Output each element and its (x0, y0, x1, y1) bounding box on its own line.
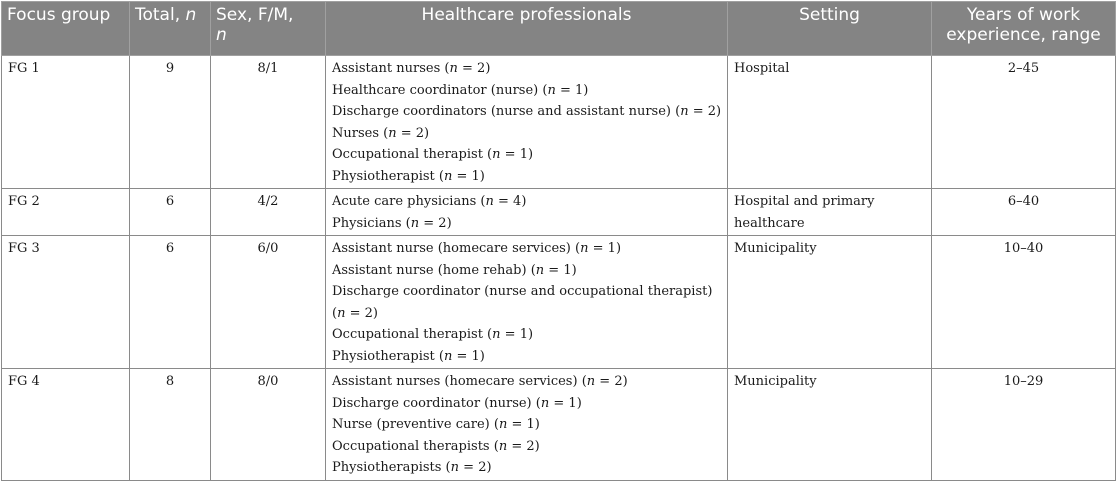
header-focus-group (2, 2, 130, 56)
focus-group-table (1, 1, 1116, 481)
n-symbol: n (450, 460, 460, 475)
professional-item: Assistant nurses (n = 2) (332, 61, 491, 76)
header-setting (728, 2, 932, 56)
professional-count: 2 (438, 215, 447, 231)
header-professionals-text: Healthcare professionals (421, 5, 632, 25)
professional-item: Nurses (n = 2) (332, 125, 430, 141)
professional-count: 2 (478, 460, 487, 475)
professional-count: 4 (513, 194, 522, 209)
professional-item: Discharge coordinators (nurse and assistant nurse) (n = 2) (332, 104, 722, 119)
cell-focus-group: FG 4 (2, 369, 130, 481)
n-symbol: n (388, 125, 397, 141)
professional-item: Occupational therapists (n = 2) (332, 438, 540, 454)
professional-item: Assistant nurses (homecare services) (n = 2) (332, 374, 628, 389)
professional-count: 1 (526, 417, 535, 432)
cell-setting: Municipality (728, 369, 932, 481)
header-focus-group-text: Focus group (7, 5, 111, 25)
professional-item: Occupational therapist (n = 1) (332, 147, 534, 162)
n-symbol: n (443, 168, 453, 184)
professional-label: Discharge coordinator (nurse and occupational therapist) (332, 284, 713, 299)
header-total-n: n (185, 5, 197, 25)
table-row (2, 189, 1116, 236)
cell-setting: Municipality (728, 236, 932, 369)
professional-item: Nurse (preventive care) (n = 1) (332, 417, 540, 432)
professional-item: Assistant nurse (home rehab) (n = 1) (332, 262, 577, 278)
cell-professionals (326, 189, 728, 236)
professional-count: 2 (477, 61, 486, 76)
n-symbol: n (485, 194, 494, 209)
header-row (2, 2, 1116, 56)
professional-count: 1 (575, 82, 584, 98)
header-years (932, 2, 1116, 56)
n-symbol: n (337, 305, 346, 321)
n-symbol: n (580, 241, 589, 256)
cell-years: 6–40 (932, 189, 1116, 236)
cell-professionals (326, 56, 728, 189)
header-total (130, 2, 211, 56)
header-sex-n: n (216, 25, 227, 45)
professional-item: Physicians (n = 2) (332, 215, 452, 231)
cell-setting: Hospital and primary healthcare (728, 189, 932, 236)
professional-item: Healthcare coordinator (nurse) (n = 1) (332, 82, 589, 98)
professional-label: Occupational therapist (332, 327, 483, 342)
professional-item: Physiotherapist (n = 1) (332, 168, 485, 184)
cell-years: 10–29 (932, 369, 1116, 481)
table-row (2, 236, 1116, 369)
cell-years: 10–40 (932, 236, 1116, 369)
table-row (2, 369, 1116, 481)
header-professionals (326, 2, 728, 56)
professional-label: Occupational therapist (332, 147, 483, 162)
table-row (2, 56, 1116, 189)
cell-total: 8 (130, 369, 211, 481)
table-body (2, 56, 1116, 481)
professional-label: Physiotherapists (332, 460, 442, 475)
header-total-text: Total, (135, 5, 186, 25)
n-symbol: n (680, 104, 689, 119)
cell-professionals (326, 236, 728, 369)
n-symbol: n (540, 395, 550, 411)
professional-label: Discharge coordinators (nurse and assistant nurse) (332, 104, 671, 119)
n-symbol: n (492, 147, 501, 162)
professional-count: 1 (607, 241, 616, 256)
cell-focus-group: FG 1 (2, 56, 130, 189)
professional-item: Occupational therapist (n = 1) (332, 327, 534, 342)
professional-count: 1 (519, 147, 528, 162)
n-symbol: n (443, 348, 453, 364)
professional-label: Physicians (332, 215, 402, 231)
cell-sex: 4/2 (211, 189, 326, 236)
cell-focus-group: FG 2 (2, 189, 130, 236)
header-sex (211, 2, 326, 56)
professional-label: Nurses (332, 125, 379, 141)
cell-sex: 8/0 (211, 369, 326, 481)
n-symbol: n (535, 262, 545, 278)
professional-count: 2 (707, 104, 717, 119)
cell-focus-group: FG 3 (2, 236, 130, 369)
cell-sex: 8/1 (211, 56, 326, 189)
professional-count: 1 (568, 395, 577, 411)
table-header (2, 2, 1116, 56)
cell-total: 9 (130, 56, 211, 189)
cell-setting: Hospital (728, 56, 932, 189)
n-symbol: n (498, 438, 508, 454)
professional-label: Physiotherapist (332, 348, 435, 364)
professional-count: 2 (614, 374, 623, 389)
professional-count: 1 (471, 168, 480, 184)
n-symbol: n (492, 327, 501, 342)
n-symbol: n (410, 215, 420, 231)
professional-count: 1 (471, 348, 480, 364)
professional-label: Assistant nurse (home rehab) (332, 262, 527, 278)
professional-count: 2 (364, 305, 373, 321)
n-symbol: n (449, 61, 458, 76)
professional-item: Discharge coordinator (nurse) (n = 1) (332, 395, 582, 411)
n-symbol: n (547, 82, 556, 98)
professional-label: Discharge coordinator (nurse) (332, 395, 532, 411)
header-setting-text: Setting (799, 5, 860, 25)
cell-professionals (326, 369, 728, 481)
professional-label: Assistant nurses (332, 61, 441, 76)
professional-label: Assistant nurses (homecare services) (332, 374, 578, 389)
professional-label: Acute care physicians (332, 194, 477, 209)
professional-label: Assistant nurse (homecare services) (332, 241, 571, 256)
professional-label: Nurse (preventive care) (332, 417, 490, 432)
header-sex-text: Sex, F/M, (216, 5, 294, 25)
header-years-text: Years of work experience, range (946, 5, 1101, 45)
professional-item: Discharge coordinator (nurse and occupational therapist) (n = 2) (332, 284, 713, 321)
n-symbol: n (498, 417, 508, 432)
professional-count: 2 (415, 125, 425, 141)
professional-count: 1 (563, 262, 572, 278)
professional-label: Healthcare coordinator (nurse) (332, 82, 539, 98)
professional-item: Physiotherapist (n = 1) (332, 348, 485, 364)
professional-label: Occupational therapists (332, 438, 490, 454)
cell-total: 6 (130, 236, 211, 369)
cell-years: 2–45 (932, 56, 1116, 189)
professional-item: Acute care physicians (n = 4) (332, 194, 527, 209)
professional-item: Physiotherapists (n = 2) (332, 460, 492, 475)
cell-total: 6 (130, 189, 211, 236)
cell-sex: 6/0 (211, 236, 326, 369)
professional-item: Assistant nurse (homecare services) (n = 1) (332, 241, 622, 256)
professional-count: 2 (526, 438, 535, 454)
n-symbol: n (586, 374, 596, 389)
professional-count: 1 (519, 327, 528, 342)
professional-label: Physiotherapist (332, 168, 435, 184)
